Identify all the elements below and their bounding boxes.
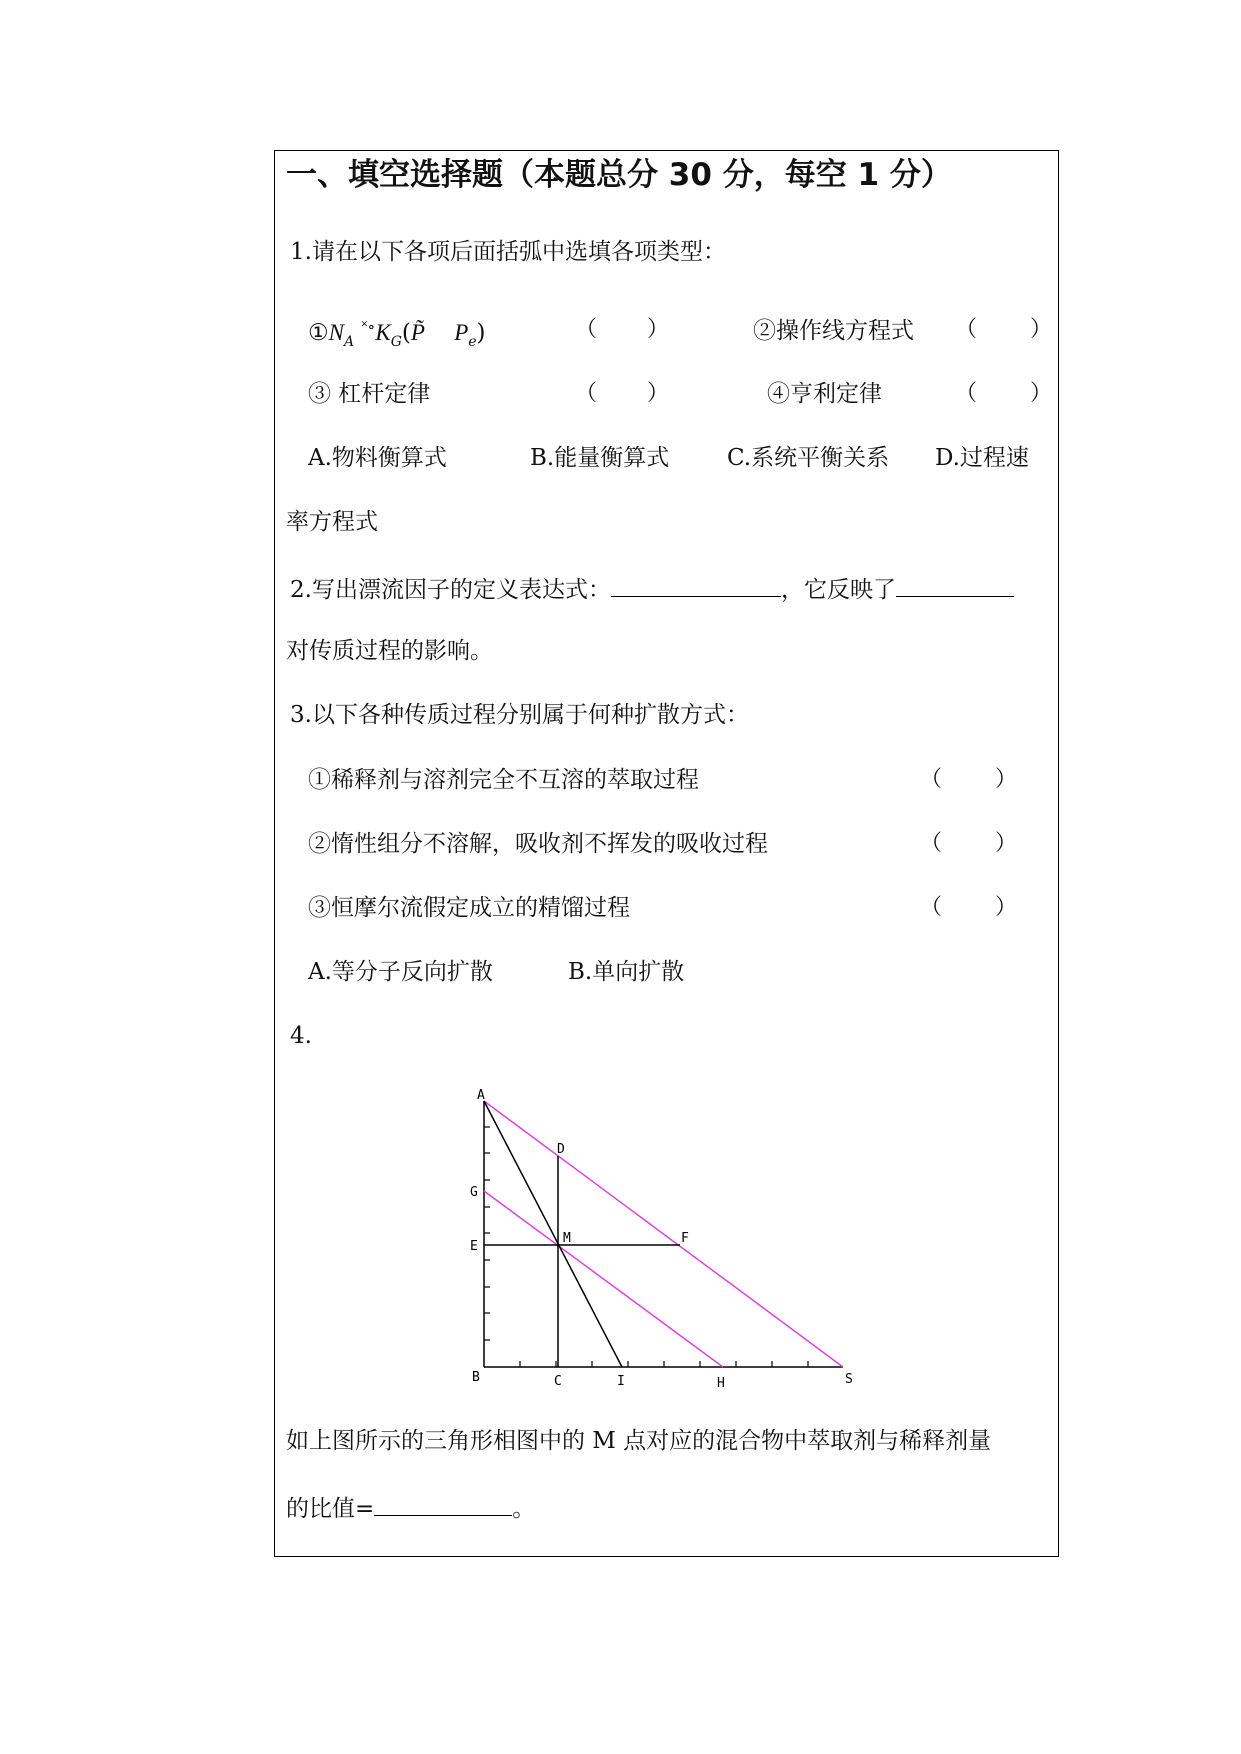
line-a-i [484,1101,622,1367]
q1-item4-paren-close: ） [1030,381,1053,406]
q1-item3-paren-close: ） [647,381,670,406]
label-c: C [554,1374,562,1389]
q4-text-prefix: 的比值= [286,1496,375,1522]
formula-pe-sub: e [468,334,477,350]
q3-item1-paren-close: ） [995,767,1018,792]
q1-item2-paren-close: ） [1030,317,1053,342]
line-g-h [484,1191,723,1367]
label-a: A [477,1088,485,1103]
q3-prompt: 3.以下各种传质过程分别属于何种扩散方式： [290,702,749,728]
q1-item1-paren-close: ） [647,317,670,342]
formula-open: ( [401,320,411,346]
q2-end: 对传质过程的影响。 [286,638,493,664]
q1-item4-paren-open: （ [955,381,978,406]
q4-text-line1: 如上图所示的三角形相图中的 M 点对应的混合物中萃取剂与稀释剂量 [286,1428,992,1454]
q1-item1-paren-open: （ [575,317,598,342]
label-g: G [470,1185,478,1200]
q3-item3: ③恒摩尔流假定成立的精馏过程 [308,895,630,921]
q1-option-c: C.系统平衡关系 [727,445,890,471]
formula-n: N [328,320,344,345]
q1-option-d: D.过程速 [935,445,1029,471]
q3-item2-paren-close: ） [995,831,1018,856]
q3-option-b: B.单向扩散 [568,959,685,985]
q4-label: 4. [290,1023,312,1049]
label-b: B [472,1370,480,1385]
q1-option-d-wrap: 率方程式 [286,509,378,535]
q1-item3: ③ 杠杆定律 [308,381,431,407]
q1-item2-paren-open: （ [955,317,978,342]
formula-close: ) [476,320,486,346]
q2-middle: ，它反映了 [780,577,896,603]
formula-n-sub: A [343,334,355,350]
label-m: M [563,1231,571,1246]
vertical-ticks [484,1127,490,1340]
q1-option-b: B.能量衡算式 [530,445,670,471]
q3-option-a: A.等分子反向扩散 [308,959,493,985]
q1-item4: ④亨利定律 [767,381,882,407]
q3-item3-paren-close: ） [995,895,1018,920]
label-h: H [717,1376,725,1391]
label-e: E [470,1239,478,1254]
label-i: I [617,1374,625,1389]
q4-text-suffix: 。 [512,1496,536,1522]
formula-p: P̃ [410,320,425,345]
q3-item1-paren-open: （ [920,767,943,792]
formula-k: K [375,320,391,345]
formula-symbol: ˟∘ [361,317,376,336]
q3-item2-paren-open: （ [920,831,943,856]
q4-blank[interactable] [374,1491,512,1516]
q1-item2: ②操作线方程式 [753,318,914,344]
formula-pe: P [454,320,469,345]
q3-item3-paren-open: （ [920,895,943,920]
q1-prompt: 1.请在以下各项后面括弧中选填各项类型： [290,239,726,265]
formula-k-sub: G [390,334,402,350]
q4-text-line2 [286,1491,535,1524]
label-s: S [845,1372,853,1387]
q1-option-a: A.物料衡算式 [308,445,447,471]
horizontal-ticks [520,1361,808,1367]
section-title: 一、填空选择题（本题总分 30 分，每空 1 分） [286,157,952,193]
label-d: D [557,1142,565,1157]
q2-prompt: 2.写出漂流因子的定义表达式： [290,577,611,603]
line-a-s [484,1101,843,1367]
q3-item2: ②惰性组分不溶解，吸收剂不挥发的吸收过程 [308,831,768,857]
q1-item3-paren-open: （ [575,381,598,406]
q3-item1: ①稀释剂与溶剂完全不互溶的萃取过程 [308,767,699,793]
label-f: F [681,1231,689,1246]
q1-item1-marker: ① [308,320,329,346]
